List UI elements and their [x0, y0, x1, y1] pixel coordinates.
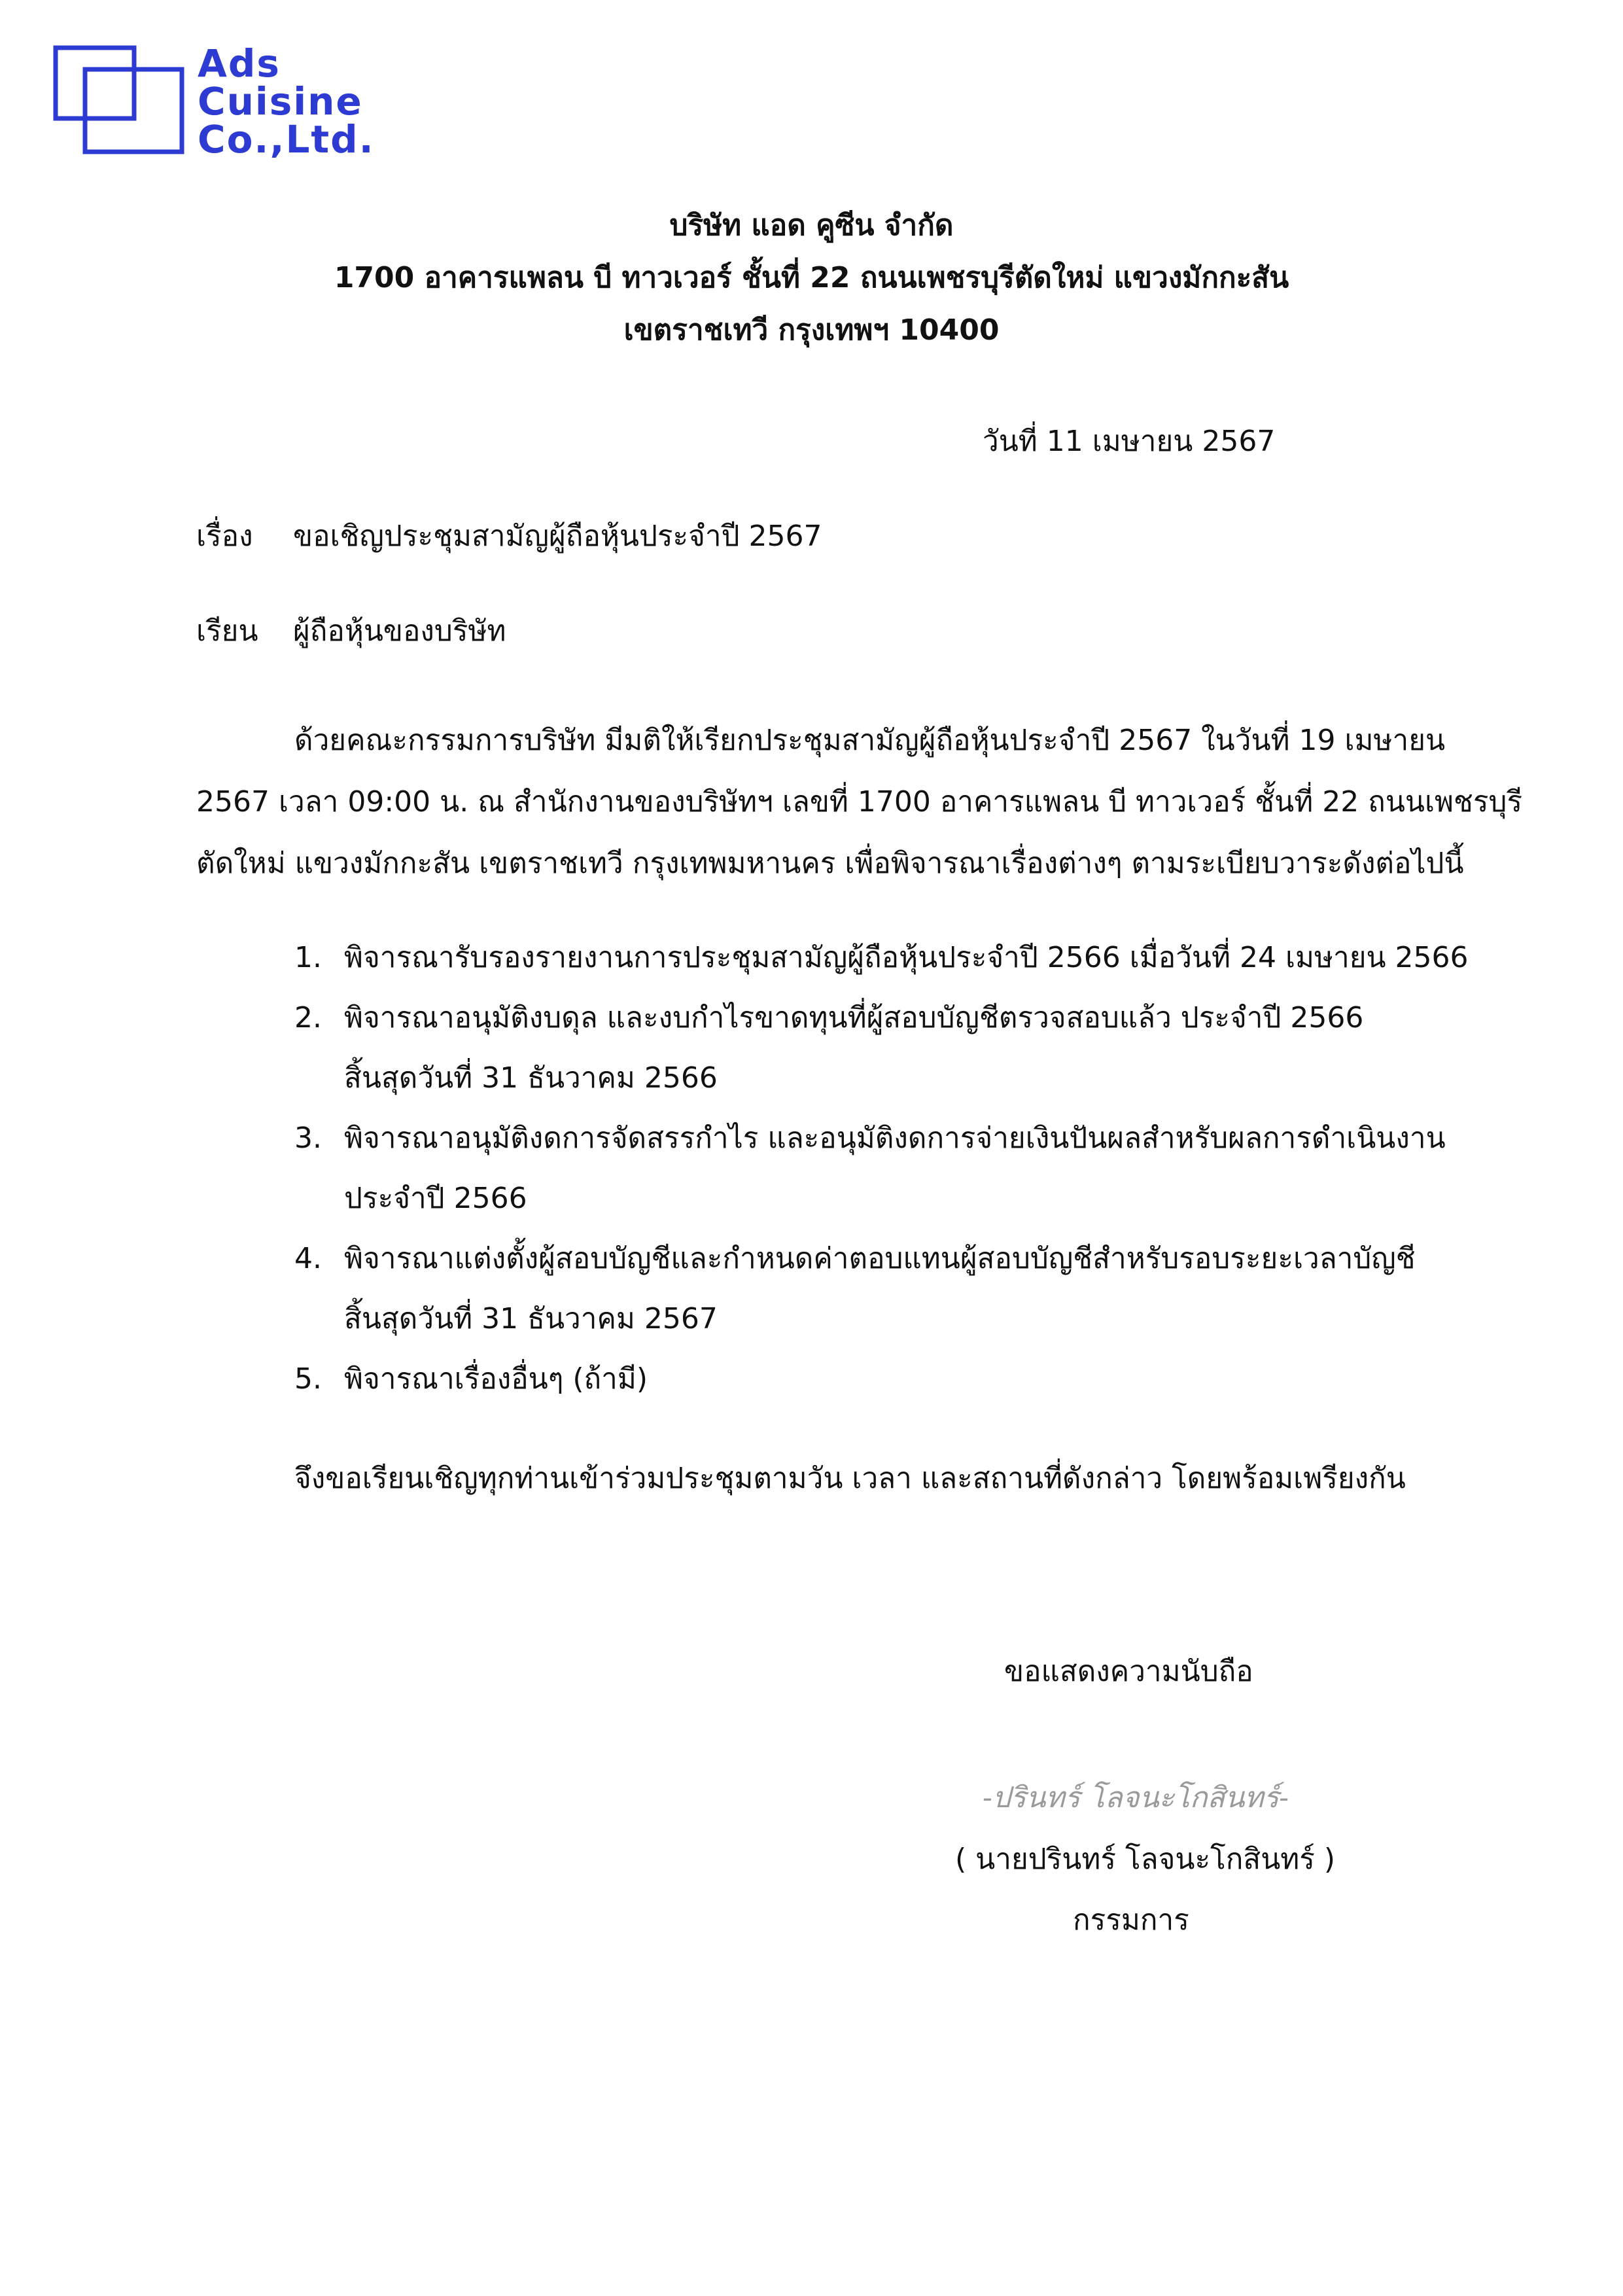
agenda-text: พิจารณาอนุมัติงดการจัดสรรกำไร และอนุมัติงดการจ่ายเงินปันผลสำหรับผลการดำเนินงาน	[344, 1122, 1446, 1155]
agenda-text: พิจารณารับรองรายงานการประชุมสามัญผู้ถือหุ้นประจำปี 2566 เมื่อวันที่ 24 เมษายน 2566	[344, 941, 1469, 974]
invitation-text: จึงขอเรียนเชิญทุกท่านเข้าร่วมประชุมตามวัน เวลา และสถานที่ดังกล่าว โดยพร้อมเพรียงกัน	[294, 1462, 1406, 1495]
agenda-number: 2.	[294, 1001, 322, 1034]
agenda-item	[294, 928, 1472, 988]
agenda-list	[294, 928, 1472, 1409]
agenda-item	[294, 1229, 1472, 1349]
closing-regards: ขอแสดงความนับถือ	[1004, 1655, 1253, 1688]
agenda-text: พิจารณาอนุมัติงบดุล และงบกำไรขาดทุนที่ผู้สอบบัญชีตรวจสอบแล้ว ประจำปี 2566	[344, 1001, 1364, 1034]
agenda-item	[294, 988, 1472, 1108]
body-line-2: 2567 เวลา 09:00 น. ณ สำนักงานของบริษัทฯ เลขที่ 1700 อาคารแพลน บี ทาวเวอร์ ชั้นที่ 22 ถนนเพชรบุรี	[196, 785, 1523, 819]
agenda-item	[294, 1108, 1472, 1229]
address-line-1: 1700 อาคารแพลน บี ทาวเวอร์ ชั้นที่ 22 ถนนเพชรบุรีตัดใหม่ แขวงมักกะสัน	[334, 261, 1289, 294]
company-name: บริษัท แอด คูซีน จำกัด	[669, 209, 954, 242]
agenda-number: 5.	[294, 1362, 322, 1396]
company-logo	[52, 41, 419, 162]
agenda-text: สิ้นสุดวันที่ 31 ธันวาคม 2567	[344, 1302, 718, 1335]
recipient-value: ผู้ถือหุ้นของบริษัท	[293, 614, 506, 648]
subject-label: เรื่อง	[196, 520, 253, 553]
logo-line-1: Ads	[198, 41, 281, 86]
logo-squares-icon	[52, 44, 190, 156]
signatory-position: กรรมการ	[1073, 1903, 1189, 1937]
agenda-text: พิจารณาแต่งตั้งผู้สอบบัญชีและกำหนดค่าตอบแทนผู้สอบบัญชีสำหรับรอบระยะเวลาบัญชี	[344, 1242, 1416, 1275]
body-line-3: ตัดใหม่ แขวงมักกะสัน เขตราชเทวี กรุงเทพมหานคร เพื่อพิจารณาเรื่องต่างๆ ตามระเบียบวาระดังต่อไปนี้	[196, 847, 1464, 880]
agenda-text: ประจำปี 2566	[344, 1182, 527, 1215]
agenda-text: พิจารณาเรื่องอื่นๆ (ถ้ามี)	[344, 1362, 648, 1396]
recipient-label: เรียน	[196, 614, 258, 648]
logo-line-2: Cuisine	[198, 79, 363, 124]
agenda-item	[294, 1349, 1472, 1409]
letter-date: วันที่ 11 เมษายน 2567	[983, 425, 1276, 458]
logo-wordmark	[198, 41, 375, 162]
agenda-number: 4.	[294, 1242, 322, 1275]
address-line-2: เขตราชเทวี กรุงเทพฯ 10400	[623, 313, 1000, 347]
body-paragraph	[196, 710, 1523, 894]
body-line-1: ด้วยคณะกรรมการบริษัท มีมติให้เรียกประชุมสามัญผู้ถือหุ้นประจำปี 2567 ในวันที่ 19 เมษายน	[294, 724, 1446, 757]
signature: -ปรินทร์ โลจนะโกสินทร์-	[983, 1781, 1289, 1814]
agenda-number: 3.	[294, 1122, 322, 1155]
agenda-number: 1.	[294, 941, 322, 974]
subject-value: ขอเชิญประชุมสามัญผู้ถือหุ้นประจำปี 2567	[293, 520, 822, 553]
logo-line-3: Co.,Ltd.	[198, 117, 375, 162]
agenda-text: สิ้นสุดวันที่ 31 ธันวาคม 2566	[344, 1061, 718, 1095]
letterhead	[0, 200, 1623, 357]
signatory-name: ( นายปรินทร์ โลจนะโกสินทร์ )	[955, 1843, 1336, 1876]
